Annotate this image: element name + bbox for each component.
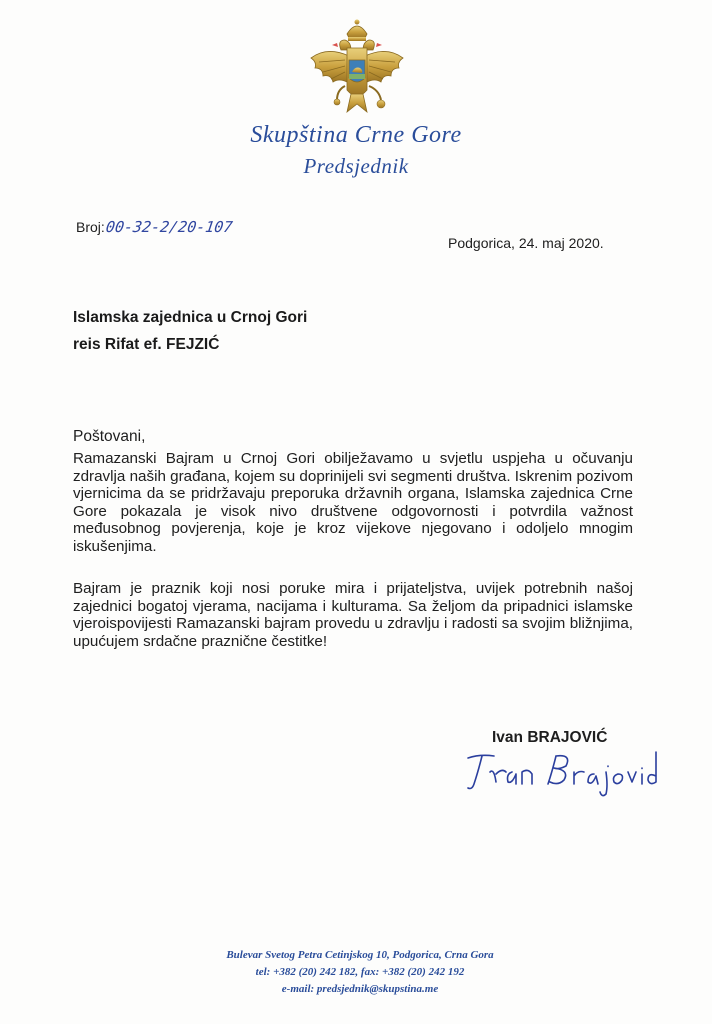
- handwritten-signature: [460, 738, 660, 800]
- footer-email: e-mail: predsjednik@skupstina.me: [281, 983, 439, 995]
- letterhead-institution: Skupština Crne Gore: [250, 122, 462, 148]
- reference-label: Broj:: [76, 219, 105, 235]
- reference-value: 00-32-2/20-107: [104, 218, 234, 236]
- footer-address: Bulevar Svetog Petra Cetinjskog 10, Podgorica, Crna Gora: [226, 949, 494, 961]
- body-paragraph-2: Bajram je praznik koji nosi poruke mira i prijateljstva, uvijek potrebnih našoj zajednici bogatoj vjerama, nacijama i kulturama. Sa željom da pripadnici islamske vjeroispovijesti Ramazanski bajram provedu u zdravlju i radosti sa svojim bližnjima, upućujem srdačne praznične čestitke!: [73, 580, 633, 650]
- salutation: Poštovani,: [73, 428, 146, 445]
- footer-phone: tel: +382 (20) 242 182, fax: +382 (20) 242 192: [255, 966, 465, 978]
- letterhead-office: Predsjednik: [303, 154, 409, 178]
- reference-number: [76, 218, 232, 236]
- recipient-name: reis Rifat ef. FEJZIĆ: [73, 336, 220, 353]
- date-line: Podgorica, 24. maj 2020.: [448, 235, 604, 251]
- signer-name: Ivan BRAJOVIĆ: [492, 729, 608, 746]
- coat-of-arms-emblem: [306, 16, 408, 120]
- body-paragraph-1: Ramazanski Bajram u Crnoj Gori obilježavamo u svjetlu uspjeha u očuvanju zdravlja naših građana, kojem su doprinijeli svi segmenti društva. Iskrenim pozivom vjernicima da se pridržavaju preporuka državnih organa, Islamska zajednica Crne Gore pokazala je visok nivo društvene odgovornosti i potvrdila važnost međusobnog povjerenja, koje je kroz vijekove njegovano i odoljelo mnogim iskušenjima.: [73, 450, 633, 555]
- recipient-organization: Islamska zajednica u Crnoj Gori: [73, 309, 308, 326]
